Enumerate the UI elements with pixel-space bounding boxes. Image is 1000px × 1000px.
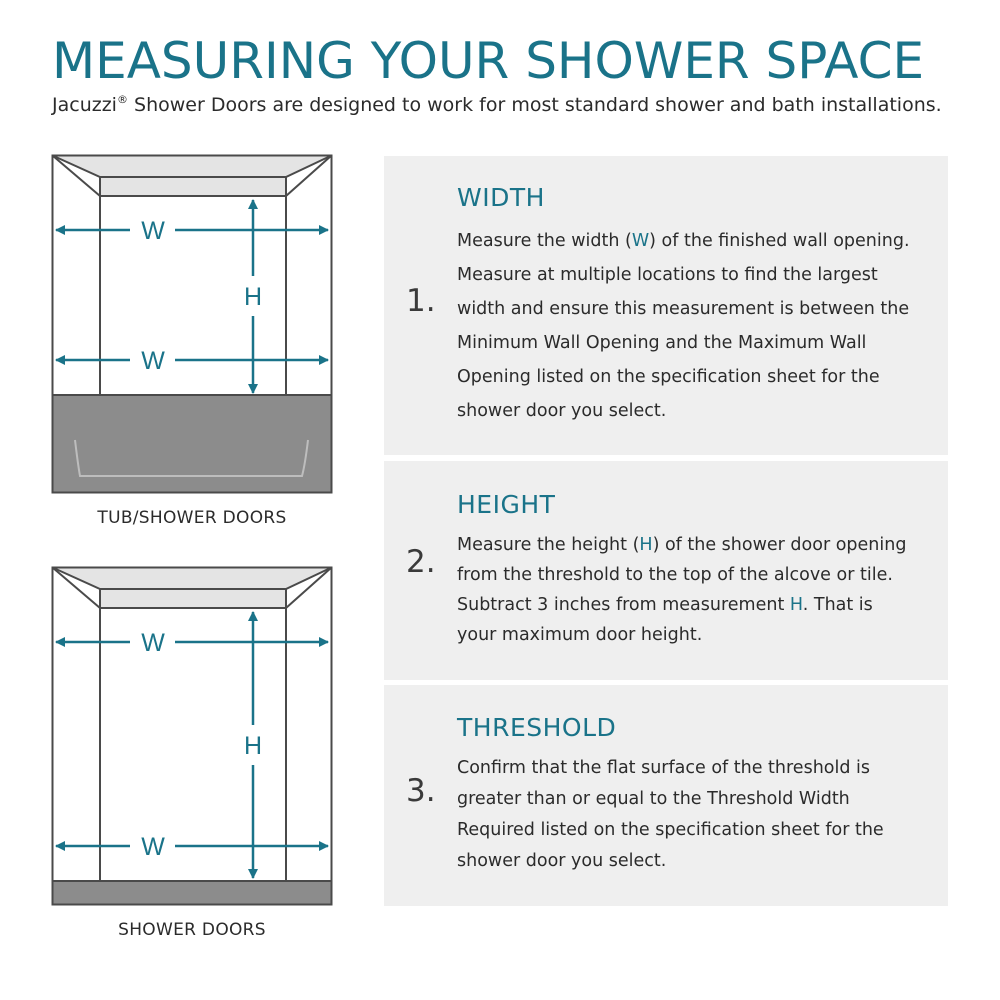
registered-mark: ®	[116, 93, 128, 106]
shower-doors-label: SHOWER DOORS	[118, 920, 266, 940]
step-number: 1.	[406, 283, 436, 319]
shower-threshold	[53, 881, 332, 905]
shower-diagram	[50, 565, 335, 907]
height-label: H	[243, 283, 263, 311]
bathtub	[53, 395, 332, 493]
step-line: shower door you select.	[457, 401, 667, 421]
step-line: Required listed on the specification sheet for the	[457, 820, 884, 840]
step-panel-height	[384, 461, 948, 680]
step-heading: HEIGHT	[457, 490, 556, 519]
outer-frame	[53, 568, 332, 905]
width-symbol: W	[631, 231, 650, 251]
header-panel	[100, 589, 286, 608]
step-heading: WIDTH	[457, 183, 545, 212]
step-line: Confirm that the flat surface of the threshold is	[457, 758, 871, 778]
page-subtitle	[52, 92, 962, 118]
width-label-top: W	[141, 629, 165, 657]
step-description	[457, 530, 947, 650]
step-line: from the threshold to the top of the alcove or tile.	[457, 565, 893, 585]
step-description	[457, 753, 947, 877]
step-line: Measure the width (W) of the finished wall opening.	[457, 231, 910, 251]
width-label-bottom: W	[141, 833, 165, 861]
page-title: MEASURING YOUR SHOWER SPACE	[52, 32, 925, 90]
step-line: width and ensure this measurement is between the	[457, 299, 910, 319]
top-bevel	[53, 156, 332, 178]
step-line: Minimum Wall Opening and the Maximum Wall	[457, 333, 867, 353]
brand-name: Jacuzzi	[52, 94, 117, 116]
tub-shower-label: TUB/SHOWER DOORS	[97, 508, 287, 528]
tub-shower-illustration	[50, 153, 335, 495]
header-panel	[100, 177, 286, 196]
height-symbol: H	[789, 595, 803, 615]
step-line: your maximum door height.	[457, 625, 703, 645]
step-number: 2.	[406, 544, 436, 580]
step-line: Subtract 3 inches from measurement H. That is	[457, 595, 873, 615]
step-line: Measure the height (H) of the shower door opening	[457, 535, 907, 555]
step-panel-width	[384, 156, 948, 455]
height-symbol: H	[639, 535, 653, 555]
step-heading: THRESHOLD	[457, 713, 617, 742]
step-panel-threshold	[384, 685, 948, 906]
step-line: Measure at multiple locations to find the largest	[457, 265, 878, 285]
height-label: H	[243, 732, 263, 760]
step-line: Opening listed on the specification sheet for the	[457, 367, 880, 387]
subtitle-text: Shower Doors are designed to work for most standard shower and bath installations.	[127, 94, 942, 116]
step-line: shower door you select.	[457, 851, 667, 871]
width-label-bottom: W	[141, 347, 165, 375]
step-line: greater than or equal to the Threshold Width	[457, 789, 850, 809]
step-number: 3.	[406, 773, 436, 809]
step-description	[457, 224, 947, 428]
shower-illustration	[50, 565, 335, 907]
width-label-top: W	[141, 217, 165, 245]
top-bevel	[53, 568, 332, 590]
tub-shower-diagram	[50, 153, 335, 495]
